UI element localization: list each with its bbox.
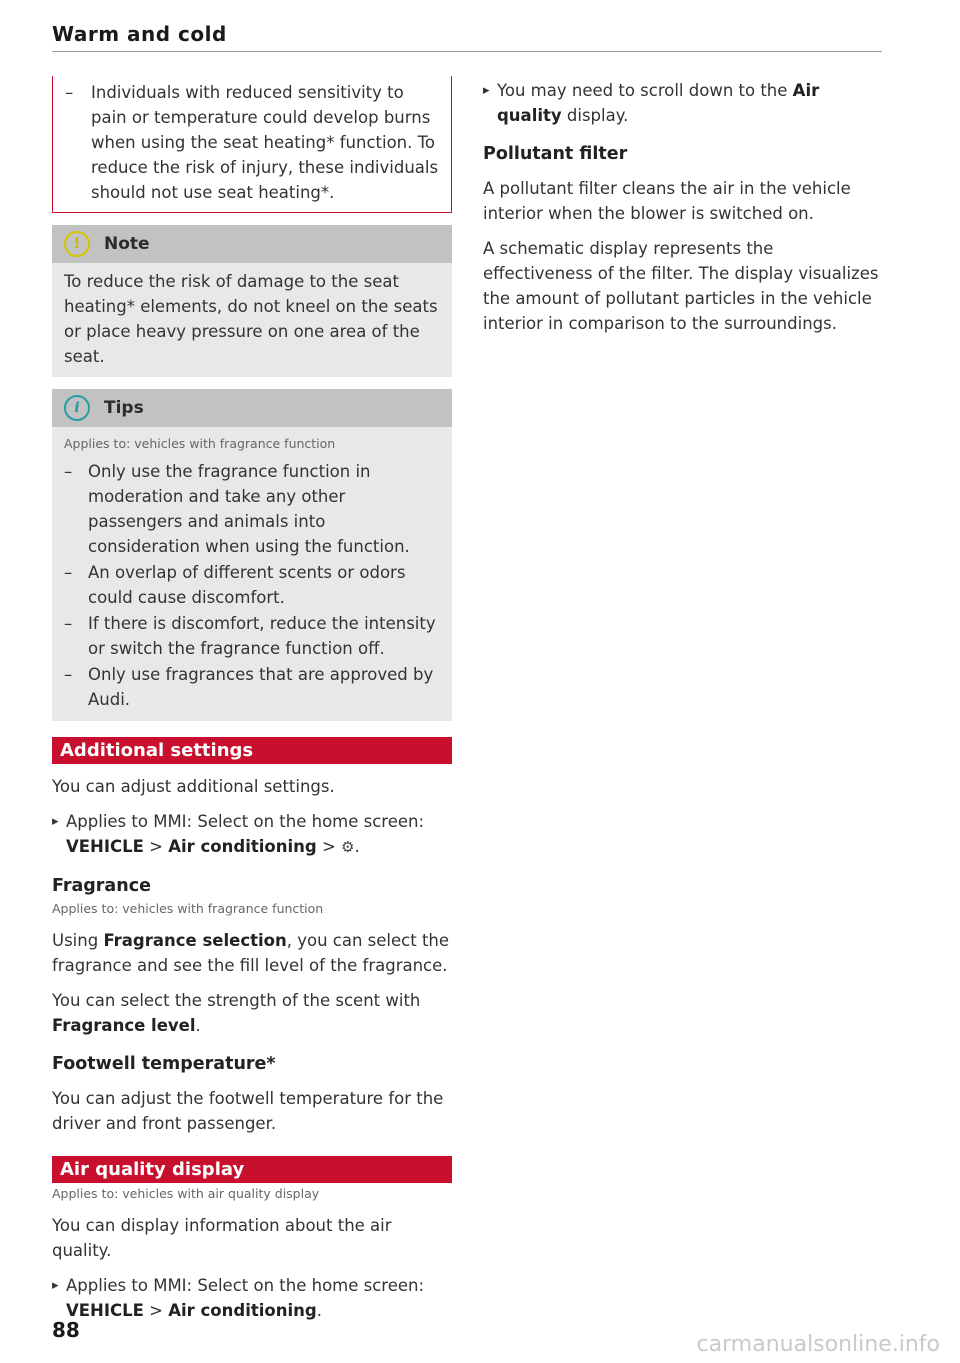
menu-vehicle: VEHICLE <box>66 837 144 856</box>
menu-vehicle: VEHICLE <box>66 1301 144 1320</box>
exclamation-icon: ! <box>64 231 90 257</box>
term-air-quality: Air quality <box>497 81 820 125</box>
note-text: To reduce the risk of damage to the seat heating* elements, do not kneel on the seats or place heavy pressure on one area of the seat. <box>64 272 438 366</box>
note-body <box>52 263 452 377</box>
section-heading-additional-settings: Additional settings <box>52 737 452 764</box>
warning-item: – Individuals with reduced sensitivity to pain or temperature could develop burns when using the seat heating* function. To reduce the risk of injury, these individuals should not use seat heating*. <box>65 80 439 205</box>
term-fragrance-selection: Fragrance selection <box>103 931 287 950</box>
menu-air-conditioning: Air conditioning <box>168 1301 317 1320</box>
step-sep: > <box>143 1301 169 1320</box>
header-divider <box>52 51 882 52</box>
tips-applies: Applies to: vehicles with fragrance function <box>64 436 336 451</box>
watermark: carmanualsonline.info <box>696 1332 940 1357</box>
air-quality-intro: You can display information about the air quality. <box>52 1216 392 1260</box>
note-header <box>52 225 452 263</box>
footwell-heading: Footwell temperature* <box>52 1054 276 1074</box>
step-sep: > <box>316 837 342 856</box>
text-run: display. <box>561 106 629 125</box>
left-column <box>52 76 452 1323</box>
fragrance-paragraph-2 <box>52 988 452 1038</box>
pollutant-heading: Pollutant filter <box>483 144 628 164</box>
air-quality-step <box>52 1273 452 1323</box>
term-fragrance-level: Fragrance level <box>52 1016 196 1035</box>
tips-item: – If there is discomfort, reduce the intensity or switch the fragrance function off. <box>64 611 440 661</box>
step-sep: > <box>143 837 169 856</box>
tips-list <box>64 459 440 712</box>
pollutant-paragraph-1: A pollutant filter cleans the air in the vehicle interior when the blower is switched on. <box>483 179 851 223</box>
additional-step <box>52 809 452 860</box>
section-heading-air-quality: Air quality display <box>52 1156 452 1183</box>
tips-header <box>52 389 452 427</box>
tips-item: – Only use the fragrance function in moderation and take any other passengers and animals into consideration when using the function. <box>64 459 440 559</box>
warning-box <box>52 76 452 213</box>
text-run: , you can select the fragrance and see the fill level of the fragrance. <box>52 931 450 975</box>
additional-intro: You can adjust additional settings. <box>52 777 335 796</box>
info-icon: i <box>64 395 90 421</box>
text-run: You may need to scroll down to the <box>497 81 793 100</box>
footwell-text: You can adjust the footwell temperature for the driver and front passenger. <box>52 1089 444 1133</box>
step-suffix: . <box>354 837 360 856</box>
tips-body <box>52 427 452 721</box>
gear-icon: ⚙ <box>341 838 355 856</box>
step-prefix: Applies to MMI: Select on the home screen: <box>66 812 425 831</box>
tips-panel <box>52 389 452 721</box>
scroll-step <box>483 78 883 128</box>
pollutant-paragraph-2: A schematic display represents the effectiveness of the filter. The display visualizes the amount of pollutant particles in the vehicle interior in comparison to the surroundings. <box>483 239 879 333</box>
fragrance-applies: Applies to: vehicles with fragrance function <box>52 901 324 916</box>
menu-air-conditioning: Air conditioning <box>168 837 317 856</box>
step-prefix: Applies to MMI: Select on the home screen: <box>66 1276 425 1295</box>
air-quality-applies: Applies to: vehicles with air quality display <box>52 1186 320 1201</box>
text-run: Using <box>52 931 104 950</box>
text-run: . <box>195 1016 201 1035</box>
text-run: You can select the strength of the scent with <box>52 991 421 1010</box>
note-panel <box>52 225 452 377</box>
note-label: Note <box>104 234 150 254</box>
tips-item: – An overlap of different scents or odors could cause discomfort. <box>64 560 440 610</box>
fragrance-paragraph-1 <box>52 928 452 978</box>
warning-list <box>65 80 439 205</box>
fragrance-heading: Fragrance <box>52 876 151 896</box>
step-suffix: . <box>316 1301 322 1320</box>
page-header-title: Warm and cold <box>52 22 227 46</box>
tips-item: – Only use fragrances that are approved by Audi. <box>64 662 440 712</box>
tips-label: Tips <box>104 398 144 418</box>
right-column <box>483 76 883 336</box>
page-number: 88 <box>52 1318 80 1342</box>
